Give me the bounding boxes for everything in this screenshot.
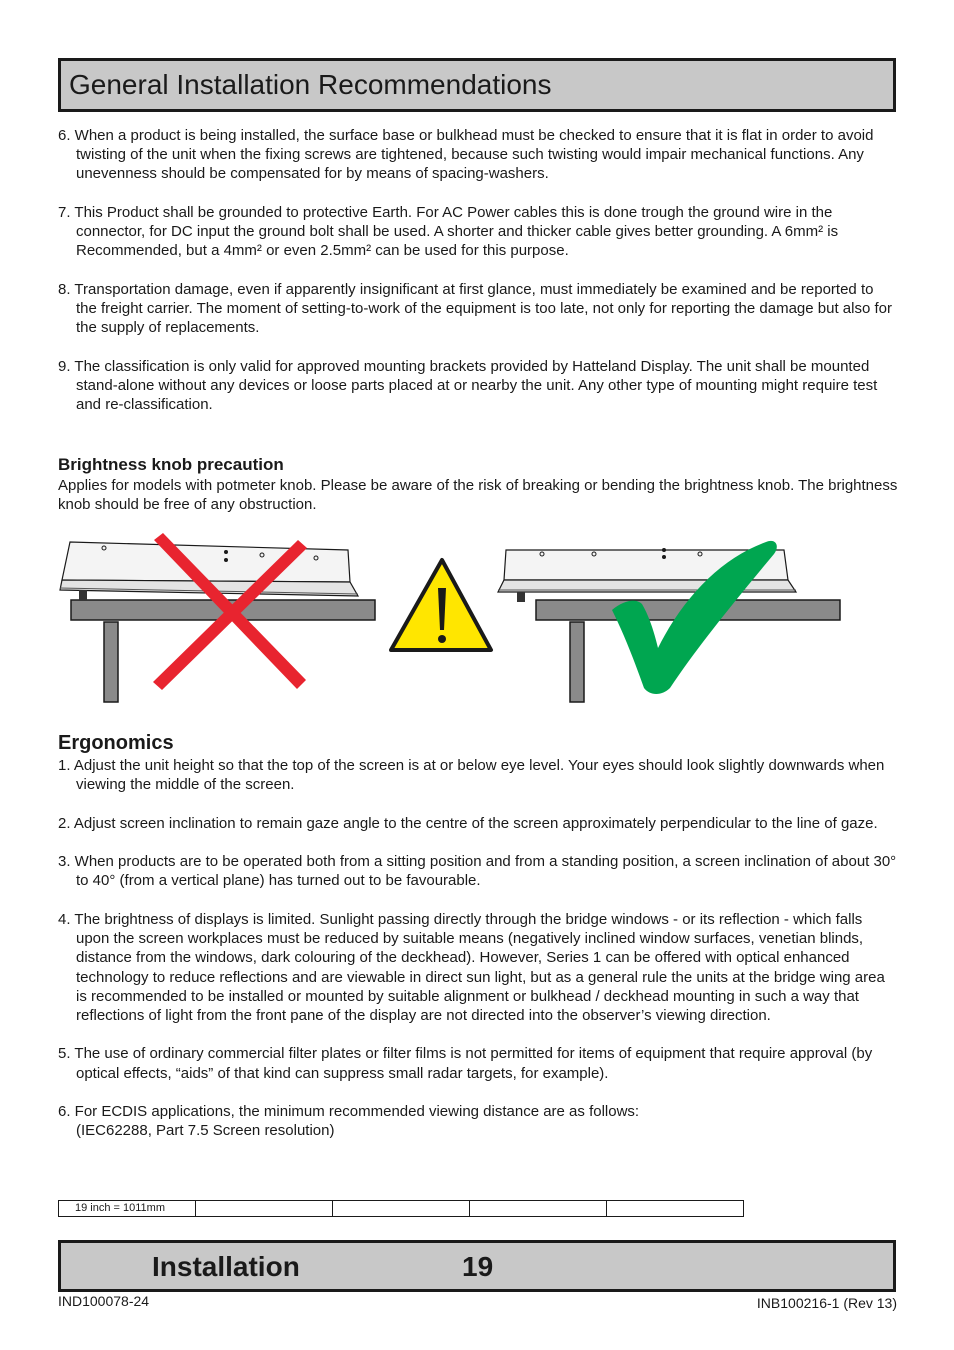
- brightness-text: Applies for models with potmeter knob. Please be aware of the risk of breaking or bending the brightness knob. The brightness knob should be free of any obstruction.: [58, 477, 898, 514]
- ergonomics-heading: Ergonomics: [58, 732, 174, 754]
- list-item: 3. When products are to be operated both from a sitting position and from a standing position, a screen inclination of about 30° to 40° (from a vertical plane) has turned out to be favourable.: [58, 853, 897, 890]
- list-item: 2. Adjust screen inclination to remain gaze angle to the centre of the screen approximately perpendicular to the line of gaze.: [58, 814, 878, 832]
- list-item: 9. The classification is only valid for approved mounting brackets provided by Hatteland Display. The unit shall be mounted stand-alone without any devices or loose parts placed at or nearby the unit. Any other type of mounting might require test and re-classification.: [58, 357, 878, 414]
- page-title: General Installation Recommendations: [69, 69, 552, 100]
- ergonomics-list: [58, 756, 898, 1160]
- list-item: 1. Adjust the unit height so that the top of the screen is at or below eye level. Your eyes should look slightly downwards when viewing the middle of the screen.: [58, 757, 885, 794]
- list-item: 6. When a product is being installed, the surface base or bulkhead must be checked to ensure that it is flat in order to avoid twisting of the unit when the fixing screws are tightened, because such twisting would impair mechanical functions. Any unevenness should be compensated for by means of spacing-washers.: [58, 127, 874, 183]
- page-footer: [58, 1240, 896, 1292]
- page-header: [58, 58, 896, 112]
- document-id-left: IND100078-24: [58, 1293, 150, 1309]
- document-id-right: INB100216-1 (Rev 13): [756, 1295, 897, 1311]
- footer-section-title: Installation: [152, 1251, 300, 1282]
- table-cell: [470, 1201, 607, 1217]
- page-number: 19: [462, 1251, 494, 1282]
- list-item: 4. The brightness of displays is limited. Sunlight passing directly through the bridge windows - or its reflection - which falls upon the screen workplaces must be reduced by suitable means (negatively inclined window surfaces, venetian blinds, distance from the windows, dark colouring of the deckhead). However, Series 1 can be offered with optical enhanced technology to reduce reflections and are viewable in direct sun light, but as a general rule the units at the bridge wing area is recommended to be installed or mounted by suitable alignment or bulkhead / deckhead mounting in such a way that reflections of light from the front pane of the display are not directed into the observer’s viewing direction.: [58, 910, 885, 1024]
- list-item: 5. The use of ordinary commercial filter plates or filter films is not permitted for items of equipment that require approval (by optical effects, “aids” of that kind can suppress small radar targets, for example).: [58, 1045, 873, 1082]
- brightness-heading: Brightness knob precaution: [58, 455, 284, 474]
- table-cell: [196, 1201, 333, 1217]
- recommendations-list: [58, 126, 898, 434]
- table-row: [59, 1201, 744, 1217]
- table-cell: [607, 1201, 744, 1217]
- table-cell: [333, 1201, 470, 1217]
- viewing-distance-table: [58, 1200, 744, 1217]
- knob-precaution-figure: [58, 530, 898, 710]
- table-cell: 19 inch = 1011mm: [59, 1201, 196, 1217]
- list-item: 7. This Product shall be grounded to protective Earth. For AC Power cables this is done trough the ground wire in the connector, for DC input the ground bolt shall be used. A shorter and thicker cable gives better grounding. A 6mm² is Recommended, but a 4mm² or even 2.5mm² can be used for this purpose.: [58, 203, 839, 260]
- list-item: 6. For ECDIS applications, the minimum recommended viewing distance are as follows: (IEC62288, Part 7.5 Screen resolution): [58, 1103, 640, 1140]
- list-item: 8. Transportation damage, even if apparently insignificant at first glance, must immediately be examined and be reported to the freight carrier. The moment of setting-to-work of the equipment is too late, not only for reporting the damage but also for the supply of replacements.: [58, 280, 892, 337]
- warning-icon: [391, 560, 491, 650]
